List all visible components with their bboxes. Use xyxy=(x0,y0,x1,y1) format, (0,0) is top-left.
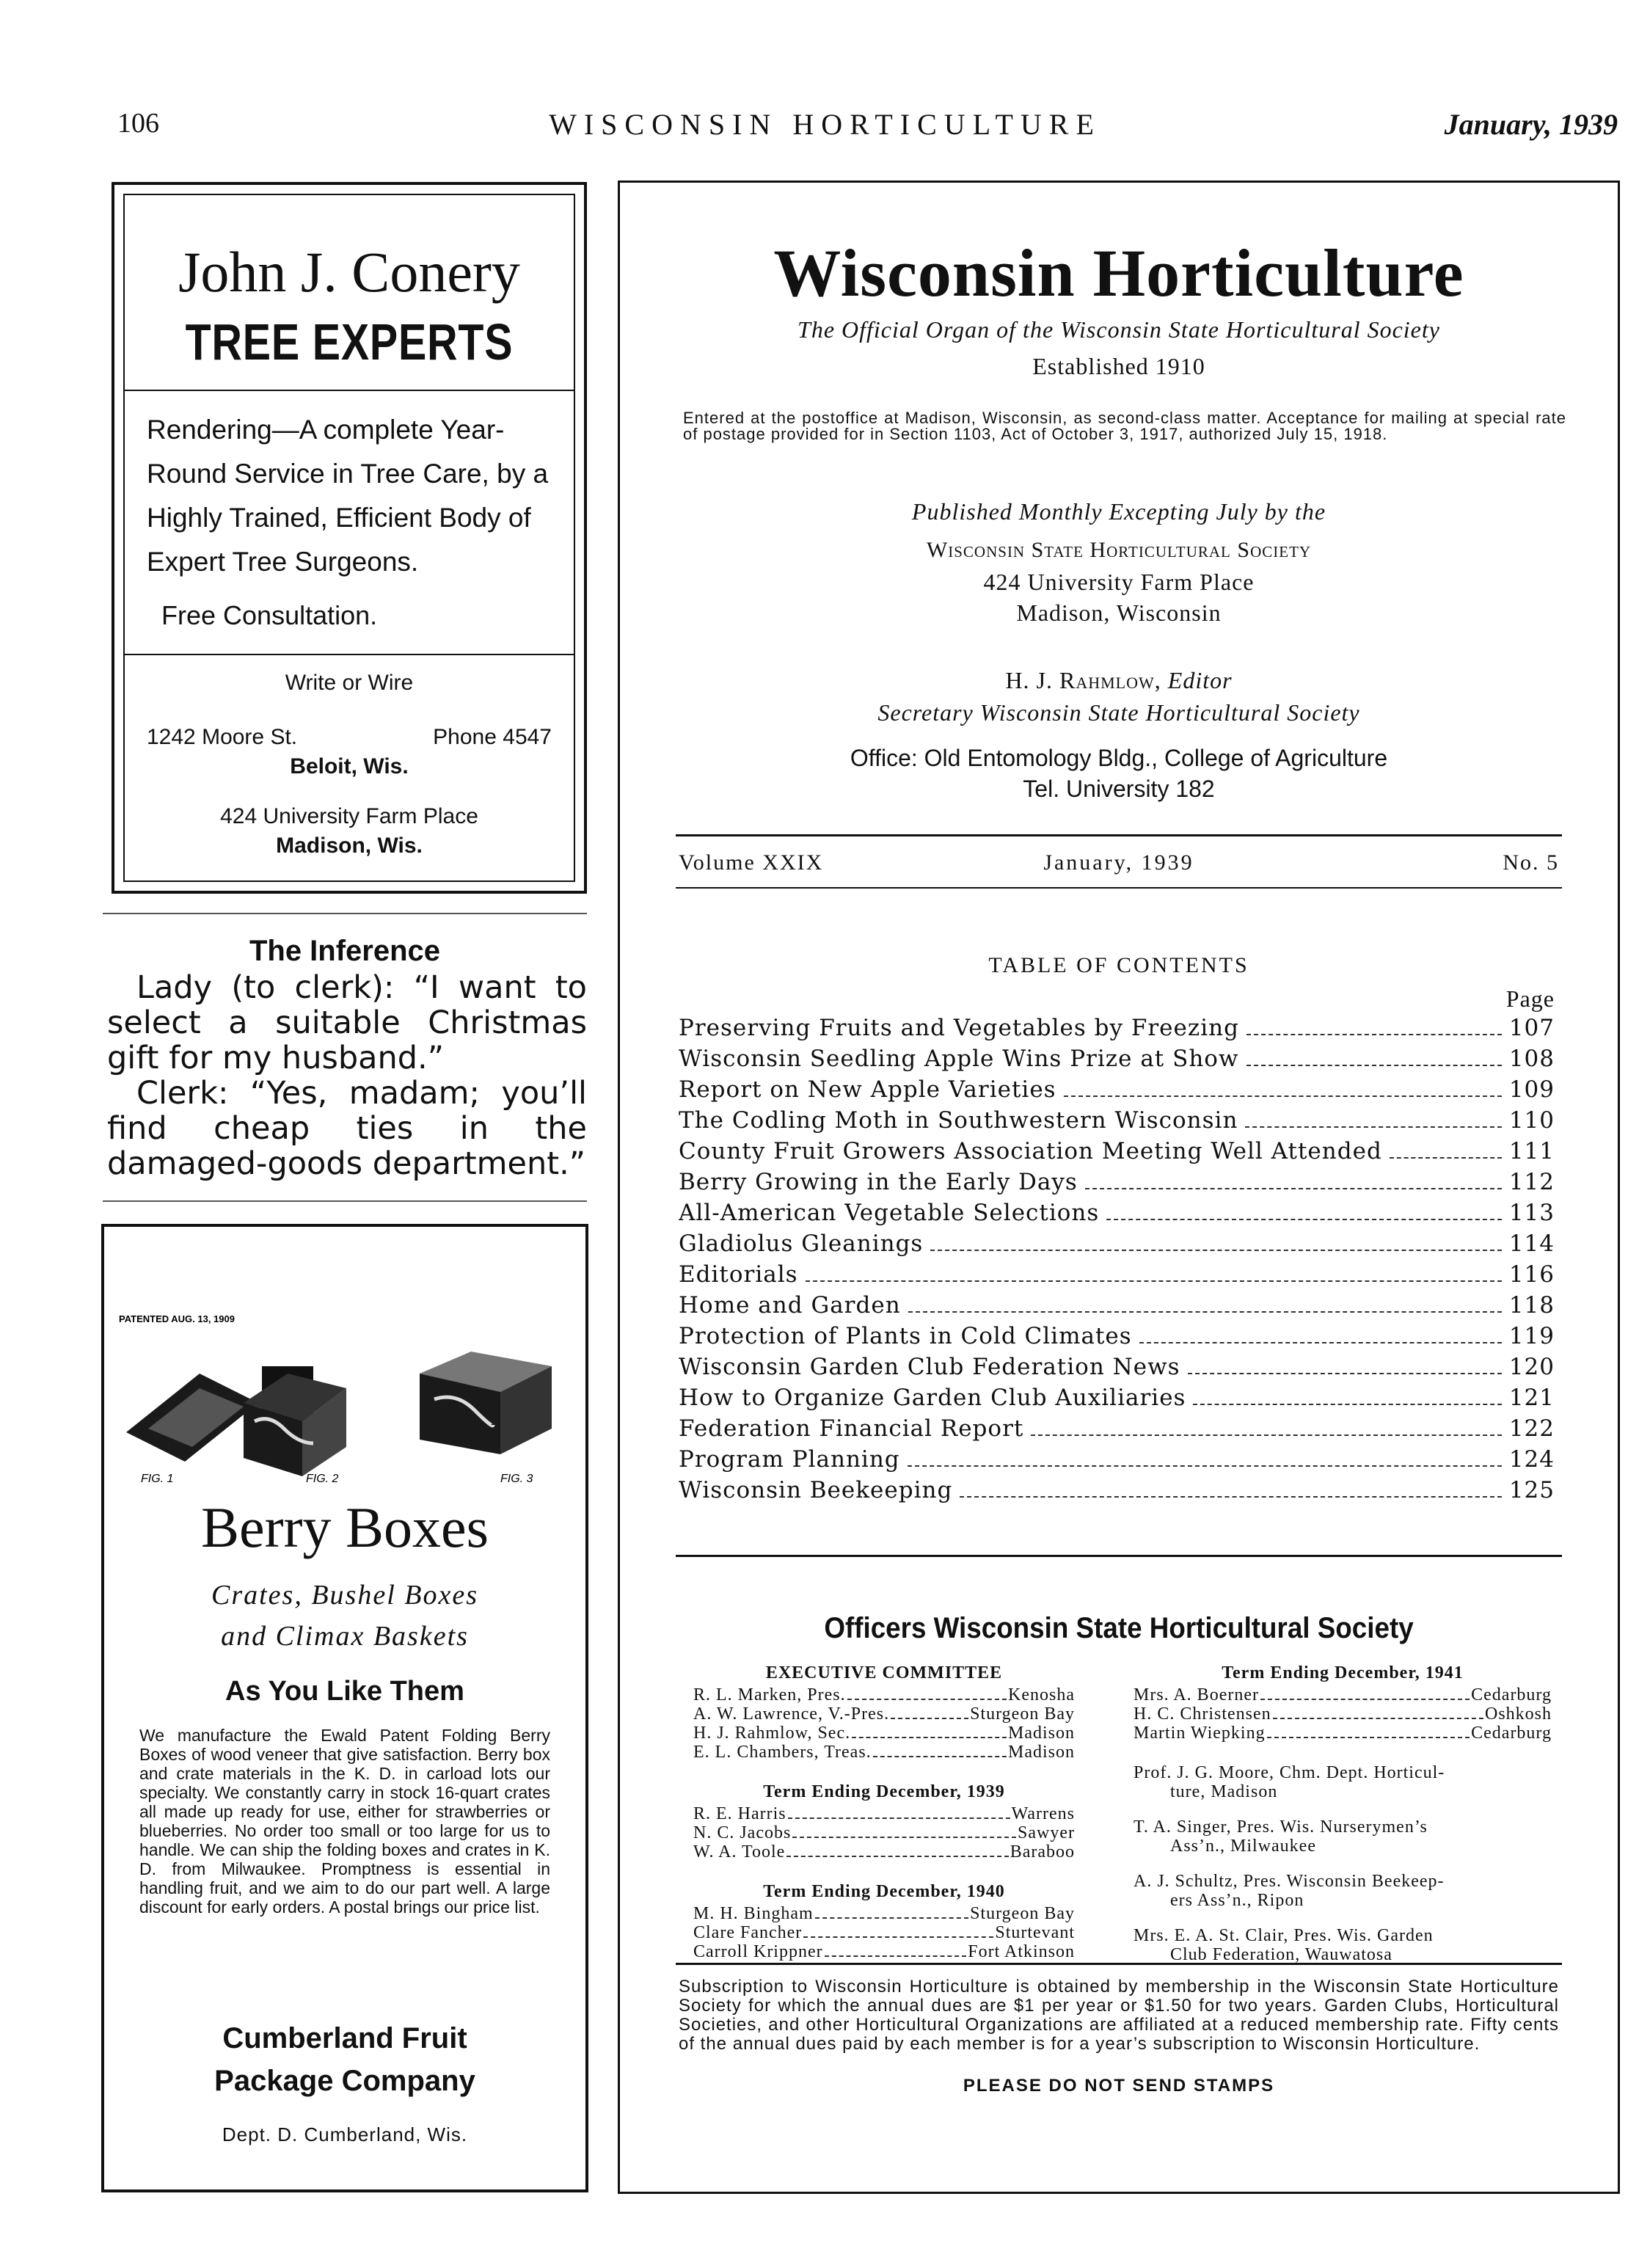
conery-city-2: Madison, Wis. xyxy=(276,834,423,858)
masthead-divider xyxy=(676,834,1562,836)
officer-name: Mrs. A. Boerner xyxy=(1134,1685,1259,1704)
toc-entry[interactable] xyxy=(679,1138,1555,1169)
ex-officio-member xyxy=(1134,1926,1552,1964)
toc-entry-title: How to Organize Garden Club Auxiliaries xyxy=(679,1385,1186,1411)
conery-phone: Phone 4547 xyxy=(433,725,552,749)
ex-officio-member xyxy=(1134,1817,1552,1856)
officer-row xyxy=(693,1685,1075,1704)
officer-place: Sturgeon Bay xyxy=(970,1704,1075,1724)
toc-entry[interactable] xyxy=(679,1385,1555,1415)
toc-entry-title: Program Planning xyxy=(679,1446,900,1473)
issue-number: No. 5 xyxy=(1503,850,1559,875)
conery-divider-2 xyxy=(125,654,574,655)
toc-entry[interactable] xyxy=(679,1076,1555,1107)
volume-date: January, 1939 xyxy=(1043,850,1194,875)
conery-write-or-wire: Write or Wire xyxy=(285,671,414,695)
stamps-notice: PLEASE DO NOT SEND STAMPS xyxy=(963,2076,1275,2096)
toc-entry-page: 109 xyxy=(1508,1076,1555,1103)
toc-entry-title: Wisconsin Seedling Apple Wins Prize at Show xyxy=(679,1046,1239,1072)
term-1941-heading: Term Ending December, 1941 xyxy=(1222,1663,1464,1682)
patent-label: PATENTED AUG. 13, 1909 xyxy=(119,1313,235,1324)
toc-entry-title: County Fruit Growers Association Meeting Well Attended xyxy=(679,1138,1382,1164)
masthead-divider-4 xyxy=(676,1963,1562,1965)
toc-leader xyxy=(1085,1188,1502,1189)
toc-entry[interactable] xyxy=(679,1046,1555,1076)
conery-ad-inner-frame xyxy=(123,194,575,882)
toc-leader xyxy=(930,1250,1501,1251)
toc-entry-page: 112 xyxy=(1508,1169,1555,1195)
berry-company-line-1: Cumberland Fruit xyxy=(222,2022,467,2054)
toc-entry-page: 122 xyxy=(1508,1415,1555,1442)
toc-leader xyxy=(1064,1095,1502,1097)
masthead-address-1: 424 University Farm Place xyxy=(983,569,1255,595)
toc-leader xyxy=(1188,1373,1502,1374)
berry-department: Dept. D. Cumberland, Wis. xyxy=(222,2123,468,2145)
toc-entry-page: 121 xyxy=(1508,1385,1555,1411)
toc-leader xyxy=(908,1465,1502,1467)
toc-leader xyxy=(960,1496,1502,1498)
officer-leader xyxy=(847,1699,1007,1700)
officer-leader xyxy=(1273,1718,1483,1719)
toc-leader xyxy=(1246,1065,1502,1066)
toc-leader xyxy=(1246,1034,1502,1035)
page-number: 106 xyxy=(117,108,159,139)
officer-row xyxy=(693,1724,1075,1743)
conery-divider xyxy=(125,390,574,391)
toc-entry[interactable] xyxy=(679,1415,1555,1446)
toc-entry-title: All-American Vegetable Selections xyxy=(679,1200,1100,1226)
masthead-organ: The Official Organ of the Wisconsin State Horticultural Society xyxy=(797,316,1440,343)
officer-place: Madison xyxy=(1008,1743,1075,1762)
masthead-title: Wisconsin Horticulture xyxy=(773,236,1464,310)
masthead-divider-2 xyxy=(676,887,1562,889)
berry-title: Berry Boxes xyxy=(200,1495,489,1559)
toc-entry-page: 124 xyxy=(1508,1446,1555,1473)
officer-place: Cedarburg xyxy=(1471,1724,1552,1743)
toc-entry[interactable] xyxy=(679,1230,1555,1261)
toc-entry-page: 119 xyxy=(1508,1323,1555,1349)
toc-heading: TABLE OF CONTENTS xyxy=(988,953,1249,977)
toc-entry-page: 108 xyxy=(1508,1046,1555,1072)
inference-paragraph: Clerk: “Yes, madam; you’ll find cheap ties in the damaged-goods department.” xyxy=(107,1075,587,1182)
officer-leader xyxy=(852,1737,1007,1738)
term-1940-heading: Term Ending December, 1940 xyxy=(763,1882,1005,1901)
issue-date: January, 1939 xyxy=(1444,108,1618,141)
officer-row xyxy=(693,1823,1075,1842)
toc-leader xyxy=(806,1280,1502,1282)
conery-advertisement xyxy=(112,182,587,894)
toc-entry-page: 114 xyxy=(1508,1230,1555,1257)
officer-leader xyxy=(803,1936,993,1938)
toc-entry[interactable] xyxy=(679,1169,1555,1200)
ex-officio-member xyxy=(1134,1872,1552,1910)
table-of-contents xyxy=(679,1015,1555,1508)
toc-leader xyxy=(1139,1342,1502,1343)
officer-row xyxy=(1134,1704,1552,1724)
toc-leader xyxy=(908,1311,1502,1313)
toc-entry-page: 111 xyxy=(1508,1138,1555,1164)
toc-leader xyxy=(1031,1434,1501,1436)
officer-name: Carroll Krippner xyxy=(693,1942,823,1961)
toc-entry-title: Protection of Plants in Cold Climates xyxy=(679,1323,1132,1349)
conery-description: Rendering—A complete Year-Round Service in Tree Care, by a Highly Trained, Efficient Body of Expert Tree Surgeons. xyxy=(147,415,549,577)
toc-entry-title: Wisconsin Garden Club Federation News xyxy=(679,1354,1180,1380)
masthead-established: Established 1910 xyxy=(1032,353,1205,379)
ex-officio-line-1: Prof. J. G. Moore, Chm. Dept. Horticul- xyxy=(1134,1763,1445,1782)
officer-row xyxy=(693,1743,1075,1762)
conery-address-2: 424 University Farm Place xyxy=(220,804,478,828)
toc-entry-title: The Codling Moth in Southwestern Wisconsin xyxy=(679,1107,1238,1134)
toc-leader xyxy=(1390,1157,1502,1159)
officer-name: H. J. Rahmlow, Sec. xyxy=(693,1724,851,1743)
ex-officio-line-2: ture, Madison xyxy=(1170,1782,1278,1801)
toc-entry[interactable] xyxy=(679,1015,1555,1046)
toc-entry-title: Preserving Fruits and Vegetables by Freezing xyxy=(679,1015,1239,1041)
toc-entry[interactable] xyxy=(679,1292,1555,1323)
editor-name: H. J. Rahmlow, xyxy=(1005,667,1161,693)
left-column-divider xyxy=(103,913,587,914)
conery-city-1: Beloit, Wis. xyxy=(290,754,409,779)
toc-entry-page: 107 xyxy=(1508,1015,1555,1041)
toc-entry-page: 120 xyxy=(1508,1354,1555,1380)
officer-place: Warrens xyxy=(1011,1804,1075,1823)
berry-body: We manufacture the Ewald Patent Folding Berry Boxes of wood veneer that give satisfaction. Berry box and crate materials in the K. D. in carload lots our specialty. We constantly carry in stock 16-quart crates all made up ready for use, either for strawberries or blueberries. No order too small or too large for us to handle. We can ship the folding boxes and crates in K. D. from Milwaukee. Promptness is essential in handling fruit, and we aim to do our part well. A large discount for early orders. A postal brings our price list. xyxy=(139,1726,550,1917)
officer-place: Cedarburg xyxy=(1471,1685,1552,1704)
officer-name: A. W. Lawrence, V.-Pres. xyxy=(693,1704,890,1724)
officer-leader xyxy=(825,1955,967,1957)
toc-entry-title: Report on New Apple Varieties xyxy=(679,1076,1056,1103)
toc-entry-page: 110 xyxy=(1508,1107,1555,1134)
fig-3-label: FIG. 3 xyxy=(500,1473,533,1484)
berry-subtitle-2: and Climax Baskets xyxy=(221,1621,469,1652)
berry-company-line-2: Package Company xyxy=(214,2065,475,2097)
officer-name: R. E. Harris xyxy=(693,1804,786,1823)
officer-row xyxy=(693,1942,1075,1961)
masthead-divider-3 xyxy=(676,1555,1562,1557)
left-column-divider-2 xyxy=(103,1200,587,1202)
toc-entry-page: 116 xyxy=(1508,1261,1555,1288)
officer-leader xyxy=(792,1837,1016,1838)
ex-officio-line-2: ers Ass’n., Ripon xyxy=(1170,1891,1304,1910)
officer-leader xyxy=(873,1756,1007,1757)
officer-leader xyxy=(815,1917,968,1919)
ex-officio-line-1: A. J. Schultz, Pres. Wisconsin Beekeep- xyxy=(1134,1872,1445,1891)
fig-1-label: FIG. 1 xyxy=(141,1473,174,1484)
conery-address-1: 1242 Moore St. xyxy=(147,725,298,749)
masthead-box xyxy=(618,181,1620,2194)
term-1939-heading: Term Ending December, 1939 xyxy=(763,1782,1005,1801)
toc-leader xyxy=(1245,1126,1501,1128)
toc-entry[interactable] xyxy=(679,1354,1555,1385)
berry-boxes-advertisement xyxy=(101,1224,588,2192)
officers-left-column xyxy=(693,1663,1075,1961)
officer-row xyxy=(693,1842,1075,1862)
berry-tagline: As You Like Them xyxy=(225,1676,464,1707)
masthead-secretary: Secretary Wisconsin State Horticultural Society xyxy=(877,699,1360,726)
officer-row xyxy=(693,1804,1075,1823)
inference-paragraph: Lady (to clerk): “I want to select a suitable Christmas gift for my husband.” xyxy=(107,969,587,1076)
officer-place: Oshkosh xyxy=(1484,1704,1552,1724)
inference-title: The Inference xyxy=(249,935,441,967)
executive-heading: EXECUTIVE COMMITTEE xyxy=(765,1663,1003,1682)
officer-leader xyxy=(891,1718,968,1719)
officer-leader xyxy=(786,1856,1008,1857)
officer-name: N. C. Jacobs xyxy=(693,1823,792,1842)
toc-entry-title: Editorials xyxy=(679,1261,798,1288)
subscription-notice: Subscription to Wisconsin Horticulture is obtained by membership in the Wisconsin State Horticulture Society for which the annual dues are $1 per year or $1.50 for two years. Garden Clubs, Horticultural Societies, and other Horticultural Organizations are affiliated at a reduced membership rate. Fifty cents of the annual dues paid by each member is for a year’s subscription to Wisconsin Horticulture. xyxy=(679,1977,1559,2054)
toc-entry[interactable] xyxy=(679,1477,1555,1508)
officer-place: Fort Atkinson xyxy=(968,1942,1075,1961)
officers-right-column xyxy=(1134,1663,1552,1980)
masthead-editor xyxy=(620,667,1618,694)
fig-2-label: FIG. 2 xyxy=(306,1473,339,1484)
toc-entry-title: Berry Growing in the Early Days xyxy=(679,1169,1078,1195)
officer-row xyxy=(1134,1685,1552,1704)
editor-role: Editor xyxy=(1167,667,1233,693)
ex-officio-line-2: Club Federation, Wauwatosa xyxy=(1170,1945,1392,1964)
officer-place: Madison xyxy=(1008,1724,1075,1743)
conery-name: John J. Conery xyxy=(178,240,520,304)
masthead-society: Wisconsin State Horticultural Society xyxy=(926,538,1312,562)
toc-entry-page: 118 xyxy=(1508,1292,1555,1319)
toc-leader xyxy=(1193,1404,1501,1405)
officer-place: Sturgeon Bay xyxy=(970,1904,1075,1923)
toc-page-label: Page xyxy=(1505,985,1555,1012)
toc-entry-title: Gladiolus Gleanings xyxy=(679,1230,924,1257)
officer-leader xyxy=(788,1817,1010,1819)
officer-leader xyxy=(1260,1699,1470,1700)
officer-name: Martin Wiepking xyxy=(1134,1724,1266,1743)
toc-entry[interactable] xyxy=(679,1446,1555,1477)
ex-officio-line-1: Mrs. E. A. St. Clair, Pres. Wis. Garden xyxy=(1134,1926,1434,1945)
toc-entry-page: 113 xyxy=(1508,1200,1555,1226)
toc-entry[interactable] xyxy=(679,1200,1555,1230)
masthead-published: Published Monthly Excepting July by the xyxy=(911,498,1326,525)
officer-place: Kenosha xyxy=(1008,1685,1075,1704)
masthead-entry-notice: Entered at the postoffice at Madison, Wisconsin, as second-class matter. Acceptance for mailing at special rate of postage provided for in Section 1103, Act of October 3, 1917, authorized July 15, 1918. xyxy=(683,409,1566,443)
toc-entry-page: 125 xyxy=(1508,1477,1555,1503)
toc-entry[interactable] xyxy=(679,1323,1555,1354)
officer-name: H. C. Christensen xyxy=(1134,1704,1271,1724)
officer-place: Sawyer xyxy=(1018,1823,1075,1842)
toc-entry-title: Home and Garden xyxy=(679,1292,901,1319)
officer-name: M. H. Bingham xyxy=(693,1904,814,1923)
berry-box-illustration xyxy=(119,1264,574,1484)
officer-place: Baraboo xyxy=(1010,1842,1075,1862)
officer-place: Sturtevant xyxy=(995,1923,1075,1942)
officer-row xyxy=(693,1923,1075,1942)
ex-officio-line-1: T. A. Singer, Pres. Wis. Nurserymen’s xyxy=(1134,1817,1428,1837)
toc-entry-title: Wisconsin Beekeeping xyxy=(679,1477,953,1503)
ex-officio-member xyxy=(1134,1763,1552,1801)
running-title: WISCONSIN HORTICULTURE xyxy=(549,108,1101,141)
masthead-office: Office: Old Entomology Bldg., College of Agriculture xyxy=(850,745,1388,771)
toc-entry-title: Federation Financial Report xyxy=(679,1415,1024,1442)
officer-row xyxy=(1134,1724,1552,1743)
conery-consultation: Free Consultation. xyxy=(161,600,378,630)
conery-headline: TREE EXPERTS xyxy=(185,313,514,371)
officer-row xyxy=(693,1704,1075,1724)
officer-name: E. L. Chambers, Treas. xyxy=(693,1743,872,1762)
officer-name: Clare Fancher xyxy=(693,1923,803,1942)
officer-leader xyxy=(1267,1737,1470,1738)
officer-row xyxy=(693,1904,1075,1923)
officer-name: R. L. Marken, Pres. xyxy=(693,1685,846,1704)
masthead-telephone: Tel. University 182 xyxy=(1023,776,1215,802)
officers-heading: Officers Wisconsin State Horticultural Society xyxy=(824,1612,1414,1644)
berry-subtitle-1: Crates, Bushel Boxes xyxy=(211,1580,478,1611)
toc-entry[interactable] xyxy=(679,1261,1555,1292)
officer-name: W. A. Toole xyxy=(693,1842,786,1862)
inference-text xyxy=(107,970,587,1181)
toc-entry[interactable] xyxy=(679,1107,1555,1138)
ex-officio-line-2: Ass’n., Milwaukee xyxy=(1170,1837,1316,1856)
masthead-address-2: Madison, Wisconsin xyxy=(1016,599,1222,626)
volume-label: Volume XXIX xyxy=(679,850,824,875)
toc-leader xyxy=(1106,1219,1502,1220)
